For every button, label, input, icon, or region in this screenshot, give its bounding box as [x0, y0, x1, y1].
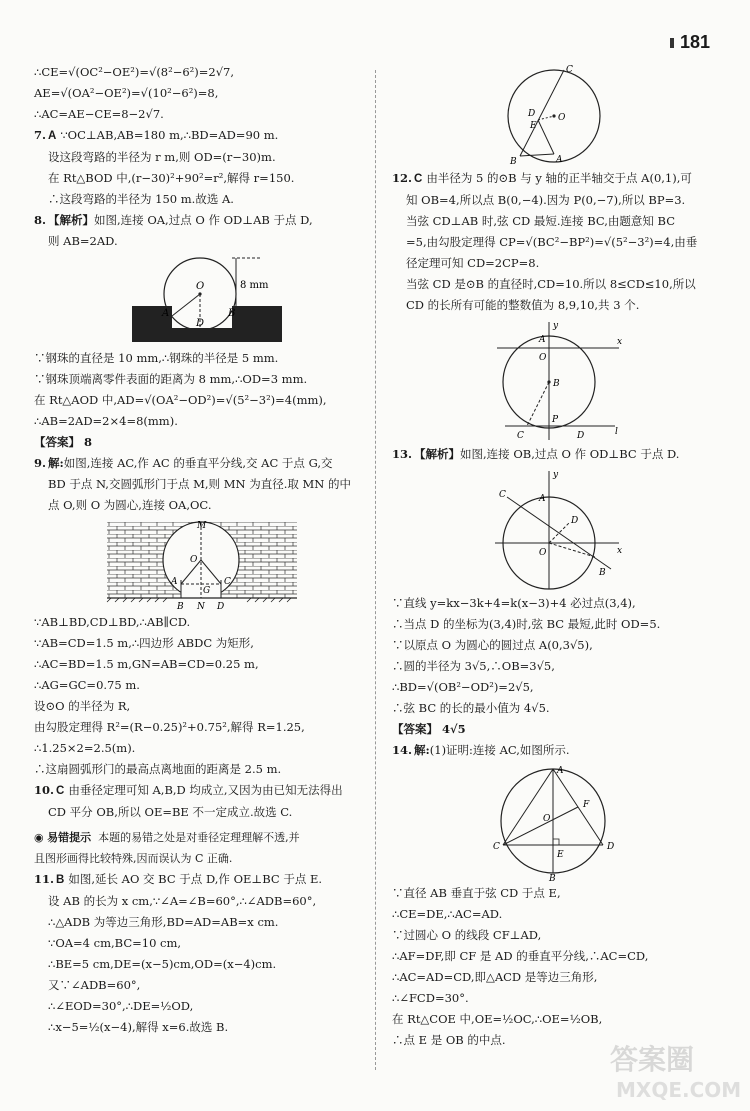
- label-c: C: [493, 842, 500, 852]
- question-number: 9.: [34, 456, 47, 470]
- label-m: M: [196, 521, 206, 531]
- text-line: ∴CE=√(OC²−OE²)=√(8²−6²)=2√7,: [34, 65, 235, 79]
- question-number: 13.: [392, 447, 413, 461]
- answer-letter: B: [56, 874, 65, 886]
- text-line: AE=√(OA²−OE²)=√(10²−6²)=8,: [34, 86, 219, 100]
- text-line: 如图,连接 OA,过点 O 作 OD⊥AB 于点 D,: [94, 213, 313, 227]
- label-e: E: [557, 850, 564, 860]
- text-line: ∴BE=5 cm,DE=(x−5)cm,OD=(x−4)cm.: [48, 957, 277, 971]
- text-line: ∴1.25×2=2.5(m).: [34, 741, 136, 755]
- label-mm: 8 mm: [239, 280, 269, 291]
- label-b: B: [227, 308, 235, 319]
- q13-coordinate-figure: [487, 467, 627, 591]
- text-line: ∵AB⊥BD,CD⊥BD,∴AB∥CD.: [34, 615, 191, 629]
- text-line: 设⊙O 的半径为 R,: [34, 699, 131, 713]
- label-b: B: [549, 874, 556, 881]
- tip-heading: 易错提示: [47, 831, 92, 844]
- question-number: 8.: [34, 213, 47, 227]
- text-line: 在 Rt△COE 中,OE=½OC,∴OE=½OB,: [392, 1012, 603, 1026]
- label-d: D: [195, 318, 204, 329]
- label-x: x: [617, 337, 623, 347]
- label-d: D: [577, 431, 585, 441]
- location-pin-icon: ◉: [34, 831, 48, 844]
- answer-letter: A: [48, 130, 57, 142]
- label-b: B: [176, 602, 184, 610]
- steel-ball-figure: [112, 254, 292, 346]
- question-number: 11.: [34, 872, 55, 886]
- left-column: [34, 62, 369, 1038]
- text-line: 如图,连接 AC,作 AC 的垂直平分线,交 AC 于点 G,交: [63, 456, 333, 470]
- text-line: =5,由勾股定理得 CP=√(BC²−BP²)=√(5²−3²)=4,由垂: [406, 235, 698, 249]
- page-number: 181: [670, 32, 710, 53]
- text-line: ∴AC=AD=CD,即△ACD 是等边三角形,: [392, 970, 598, 984]
- watermark-text: 答案圈: [610, 1043, 695, 1076]
- question-12: [392, 168, 722, 442]
- question-number: 7.: [34, 128, 47, 142]
- text-line: 点 O,则 O 为圆心,连接 OA,OC.: [48, 498, 212, 512]
- text-line: 当弦 CD⊥AB 时,弦 CD 最短.连接 BC,由题意知 BC: [406, 214, 676, 228]
- text-line: 设 AB 的长为 x cm,∵∠A=∠B=60°,∴∠ADB=60°,: [48, 894, 317, 908]
- text-line: 径定理可知 CD=2CP=8.: [406, 256, 540, 270]
- text-line: ∴这段弯路的半径为 150 m.故选 A.: [48, 192, 234, 206]
- label-o: O: [558, 113, 566, 123]
- text-line: ∵OC⊥AB,AB=180 m,∴BD=AD=90 m.: [60, 128, 279, 142]
- text-line: ∵钢珠顶端离零件表面的距离为 8 mm,∴OD=3 mm.: [34, 372, 308, 386]
- analysis-tag: 【解析】: [414, 447, 461, 461]
- q11-circle-figure: [492, 64, 622, 166]
- text-line: 在 Rt△AOD 中,AD=√(OA²−OD²)=√(5²−3²)=4(mm),: [34, 393, 327, 407]
- label-d: D: [528, 109, 536, 119]
- text-line: 由勾股定理得 R²=(R−0.25)²+0.75²,解得 R=1.25,: [34, 720, 305, 734]
- label-o: O: [539, 548, 547, 558]
- question-14: [392, 740, 722, 1051]
- label-a: A: [556, 155, 563, 165]
- text-line: 如图,连接 OB,过点 O 作 OD⊥BC 于点 D.: [460, 447, 680, 461]
- label-a: A: [557, 766, 564, 776]
- label-f: F: [583, 800, 590, 810]
- answer-letter: C: [56, 785, 65, 797]
- text-line: ∵AB=CD=1.5 m,∴四边形 ABDC 为矩形,: [34, 636, 254, 650]
- brick-door-figure: [97, 518, 307, 610]
- question-9: [34, 453, 369, 780]
- text-line: ∴AF=DF,即 CF 是 AD 的垂直平分线,∴AC=CD,: [392, 949, 649, 963]
- text-line: ∴x−5=½(x−4),解得 x=6.故选 B.: [48, 1020, 229, 1034]
- text-line: ∵直线 y=kx−3k+4=k(x−3)+4 必过点(3,4),: [392, 596, 636, 610]
- label-y: y: [553, 321, 559, 331]
- label-b: B: [599, 568, 606, 578]
- text-line: 设这段弯路的半径为 r m,则 OD=(r−30)m.: [48, 150, 276, 164]
- label-o: O: [195, 281, 204, 292]
- label-x: x: [617, 546, 623, 556]
- text-line: 如图,延长 AO 交 BC 于点 D,作 OE⊥BC 于点 E.: [68, 872, 323, 886]
- answer-letter: C: [414, 173, 423, 185]
- text-line: BD 于点 N,交圆弧形门于点 M,则 MN 为直径.取 MN 的中: [48, 477, 352, 491]
- right-column: [392, 62, 722, 1051]
- question-number: 10.: [34, 783, 55, 797]
- label-o: O: [189, 555, 197, 565]
- label-d: D: [607, 842, 615, 852]
- label-n: N: [196, 602, 205, 610]
- solution-tag: 解:: [48, 456, 64, 470]
- text-line: ∴圆的半径为 3√5,∴OB=3√5,: [392, 659, 555, 673]
- q14-circle-figure: [487, 763, 627, 881]
- analysis-tag: 【解析】: [48, 213, 95, 227]
- error-tip: [34, 827, 369, 869]
- label-c: C: [517, 431, 524, 441]
- question-number: 14.: [392, 743, 413, 757]
- label-a: A: [170, 577, 177, 587]
- label-g: G: [202, 586, 210, 596]
- label-b: B: [553, 379, 560, 389]
- label-o: O: [543, 814, 551, 824]
- label-o: O: [539, 353, 547, 363]
- question-number: 12.: [392, 171, 413, 185]
- question-11: [34, 869, 369, 1038]
- label-c: C: [499, 490, 506, 500]
- text-line: CD 平分 OB,所以 OE=BE 不一定成立.故选 C.: [48, 805, 293, 819]
- label-l: l: [615, 427, 618, 437]
- column-divider: [375, 70, 376, 1070]
- watermark-url: MXQE.COM: [616, 1078, 742, 1102]
- text-line: ∵OA=4 cm,BC=10 cm,: [48, 936, 182, 950]
- label-a: A: [539, 335, 546, 345]
- label-e: E: [530, 121, 537, 131]
- text-line: (1)证明:连接 AC,如图所示.: [429, 743, 570, 757]
- text-line: ∴△ADB 为等边三角形,BD=AD=AB=x cm.: [48, 915, 279, 929]
- label-p: P: [552, 415, 559, 425]
- text-line: ∴点 E 是 OB 的中点.: [392, 1033, 506, 1047]
- label-a: A: [161, 308, 169, 319]
- label-d: D: [216, 602, 224, 610]
- text-line: 当弦 CD 是⊙B 的直径时,CD=10.所以 8≤CD≤10,所以: [406, 277, 696, 291]
- text-line: CD 的长所有可能的整数值为 8,9,10,共 3 个.: [406, 298, 640, 312]
- label-d: D: [571, 516, 579, 526]
- text-line: 由垂径定理可知 A,B,D 均成立,又因为由已知无法得出: [68, 783, 343, 797]
- text-line: ∴AG=GC=0.75 m.: [34, 678, 140, 692]
- question-13: [392, 444, 722, 740]
- text-line: ∵钢珠的直径是 10 mm,∴钢珠的半径是 5 mm.: [34, 351, 279, 365]
- text-line: ∴这扇圆弧形门的最高点离地面的距离是 2.5 m.: [34, 762, 282, 776]
- text-line: ∴CE=DE,∴AC=AD.: [392, 907, 503, 921]
- text-line: 由半径为 5 的⊙B 与 y 轴的正半轴交于点 A(0,1),可: [426, 171, 692, 185]
- label-c: C: [223, 577, 231, 587]
- label-y: y: [553, 470, 559, 480]
- text-line: ∴∠EOD=30°,∴DE=½OD,: [48, 999, 194, 1013]
- text-line: ∵直径 AB 垂直于弦 CD 于点 E,: [392, 886, 561, 900]
- text-line: 则 AB=2AD.: [48, 234, 118, 248]
- text-line: ∴当点 D 的坐标为(3,4)时,弦 BC 最短,此时 OD=5.: [392, 617, 661, 631]
- question-8: [34, 210, 369, 453]
- text-line: ∵以原点 O 为圆心的圆过点 A(0,3√5),: [392, 638, 593, 652]
- text-line: ∴BD=√(OB²−OD²)=2√5,: [392, 680, 534, 694]
- text-line: ∵过圆心 O 的线段 CF⊥AD,: [392, 928, 542, 942]
- answer-line: 【答案】 4√5: [392, 722, 466, 736]
- label-b: B: [510, 157, 517, 166]
- text-line: 又∵∠ADB=60°,: [48, 978, 141, 992]
- question-10: [34, 780, 369, 823]
- watermark-logo: [602, 1035, 742, 1105]
- label-c: C: [566, 65, 573, 75]
- text-line: 且图形画得比较特殊,因而误认为 C 正确.: [34, 852, 233, 865]
- question-7: [34, 125, 369, 210]
- answer-line: 【答案】 8: [34, 435, 93, 449]
- text-line: ∴弦 BC 的长的最小值为 4√5.: [392, 701, 550, 715]
- text-line: 知 OB=4,所以点 B(0,−4).因为 P(0,−7),所以 BP=3.: [406, 193, 686, 207]
- text-line: ∴AB=2AD=2×4=8(mm).: [34, 414, 178, 428]
- solution-tag: 解:: [414, 743, 430, 757]
- text-line: 本题的易错之处是对垂径定理理解不透,并: [98, 831, 300, 844]
- text-line: 在 Rt△BOD 中,(r−30)²+90²=r²,解得 r=150.: [48, 171, 295, 185]
- q12-coordinate-figure: [487, 318, 627, 442]
- text-line: ∴AC=BD=1.5 m,GN=AB=CD=0.25 m,: [34, 657, 259, 671]
- text-line: ∴AC=AE−CE=8−2√7.: [34, 107, 164, 121]
- text-line: ∴∠FCD=30°.: [392, 991, 469, 1005]
- label-a: A: [539, 494, 546, 504]
